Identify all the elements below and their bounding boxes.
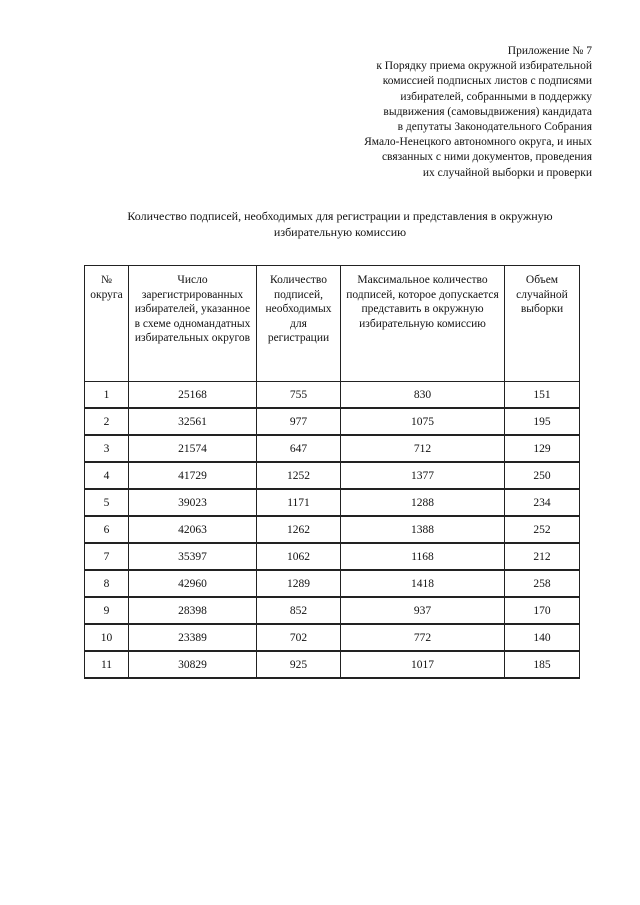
cell-required-signatures: 852 [257,597,341,624]
header-sample-size: Объем случайной выборки [505,266,580,382]
cell-max-signatures: 1288 [341,489,505,516]
cell-sample-size: 212 [505,543,580,570]
cell-registered-voters: 41729 [129,462,257,489]
cell-required-signatures: 1262 [257,516,341,543]
cell-registered-voters: 23389 [129,624,257,651]
cell-district-number: 3 [85,435,129,462]
annex-line: к Порядку приема окружной избирательной [376,60,592,73]
cell-registered-voters: 42960 [129,570,257,597]
cell-district-number: 7 [85,543,129,570]
cell-max-signatures: 1388 [341,516,505,543]
table-row [85,570,580,597]
cell-registered-voters: 32561 [129,408,257,435]
cell-district-number: 10 [85,624,129,651]
cell-sample-size: 250 [505,462,580,489]
table-row [85,489,580,516]
cell-max-signatures: 830 [341,382,505,409]
cell-max-signatures: 712 [341,435,505,462]
cell-district-number: 8 [85,570,129,597]
cell-max-signatures: 1075 [341,408,505,435]
document-title-line: избирательную комиссию [273,224,407,239]
document-title [60,209,620,240]
table-row [85,624,580,651]
table-row [85,597,580,624]
table-row [85,408,580,435]
cell-required-signatures: 755 [257,382,341,409]
document-title-line: Количество подписей, необходимых для регистрации и представления в окружную [127,209,553,223]
cell-registered-voters: 35397 [129,543,257,570]
cell-registered-voters: 28398 [129,597,257,624]
cell-sample-size: 252 [505,516,580,543]
header-registered-voters: Число зарегистрированных избирателей, указанное в схеме одномандатных избирательных округов [129,266,257,382]
header-required-signatures: Количество подписей, необходимых для регистрации [257,266,341,382]
cell-district-number: 6 [85,516,129,543]
cell-required-signatures: 647 [257,435,341,462]
cell-max-signatures: 1168 [341,543,505,570]
cell-registered-voters: 21574 [129,435,257,462]
cell-required-signatures: 925 [257,651,341,678]
annex-header [300,44,592,181]
cell-district-number: 9 [85,597,129,624]
cell-sample-size: 129 [505,435,580,462]
cell-max-signatures: 772 [341,624,505,651]
cell-sample-size: 234 [505,489,580,516]
annex-line: Приложение № 7 [507,45,592,57]
table-row [85,382,580,409]
cell-max-signatures: 1377 [341,462,505,489]
cell-sample-size: 170 [505,597,580,624]
header-max-signatures: Максимальное количество подписей, которое допускается представить в окружную избирательную комиссию [341,266,505,382]
annex-line: комиссией подписных листов с подписями [382,75,592,88]
cell-registered-voters: 39023 [129,489,257,516]
cell-max-signatures: 937 [341,597,505,624]
annex-line: в депутаты Законодательного Собрания [397,121,592,134]
cell-registered-voters: 30829 [129,651,257,678]
table-row [85,543,580,570]
table-header-row [85,266,580,382]
table-row [85,516,580,543]
cell-required-signatures: 1062 [257,543,341,570]
cell-sample-size: 151 [505,382,580,409]
cell-max-signatures: 1418 [341,570,505,597]
header-district-number: № округа [85,266,129,382]
cell-sample-size: 140 [505,624,580,651]
cell-required-signatures: 1171 [257,489,341,516]
table-row [85,462,580,489]
cell-sample-size: 185 [505,651,580,678]
cell-district-number: 11 [85,651,129,678]
annex-line: выдвижения (самовыдвижения) кандидата [383,105,592,118]
cell-district-number: 1 [85,382,129,409]
signatures-table [84,265,580,679]
annex-line: связанных с ними документов, проведения [381,151,592,164]
cell-registered-voters: 25168 [129,382,257,409]
cell-required-signatures: 1289 [257,570,341,597]
cell-registered-voters: 42063 [129,516,257,543]
table-row [85,435,580,462]
cell-sample-size: 258 [505,570,580,597]
cell-required-signatures: 702 [257,624,341,651]
cell-max-signatures: 1017 [341,651,505,678]
cell-district-number: 4 [85,462,129,489]
table-row [85,651,580,678]
annex-line: избирателей, собранными в поддержку [400,90,592,103]
cell-district-number: 5 [85,489,129,516]
annex-line: их случайной выборки и проверки [422,166,592,179]
cell-sample-size: 195 [505,408,580,435]
cell-required-signatures: 977 [257,408,341,435]
table-body [85,382,580,679]
cell-required-signatures: 1252 [257,462,341,489]
cell-district-number: 2 [85,408,129,435]
annex-line: Ямало-Ненецкого автономного округа, и иных [364,136,592,149]
